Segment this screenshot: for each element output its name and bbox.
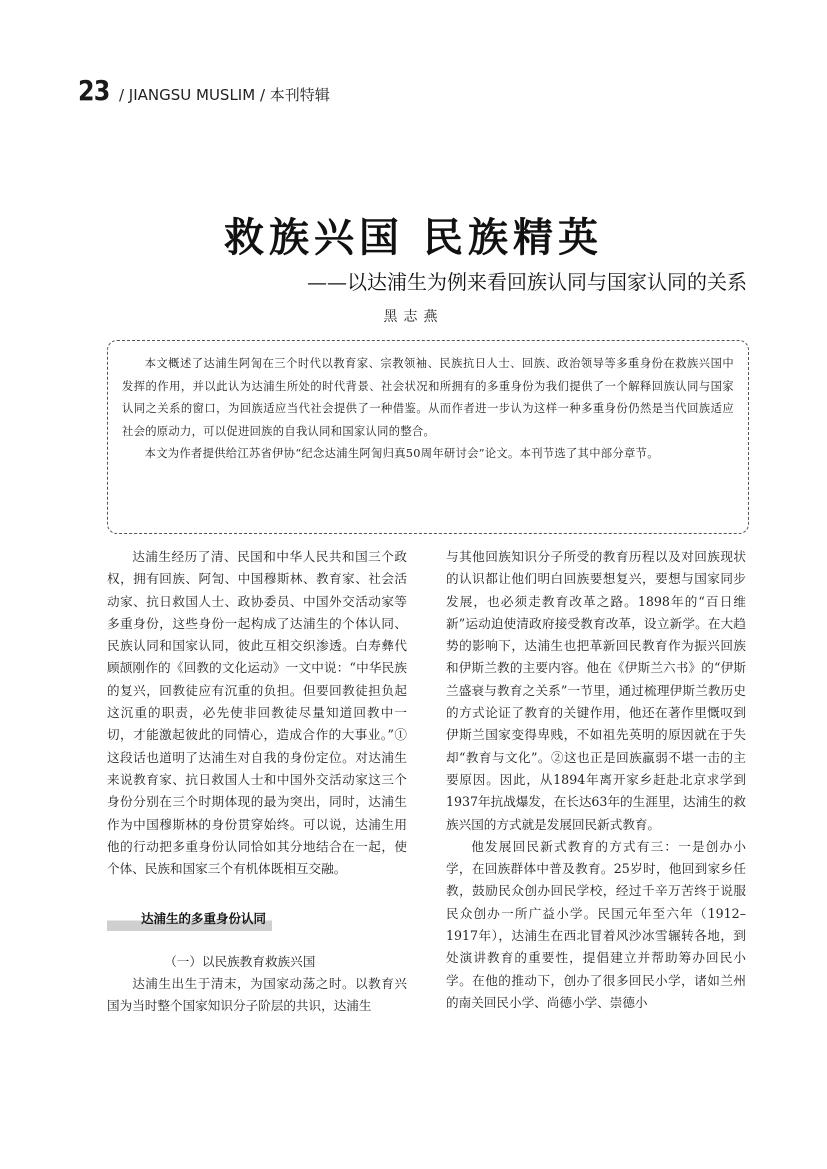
article-title: 救族兴国 民族精英 xyxy=(224,215,603,261)
left-column xyxy=(107,546,407,1018)
section-heading xyxy=(107,908,407,930)
body-paragraph: 他发展回民新式教育的方式有三：一是创办小学，在回族群体中普及教育。25岁时，他回到家乡任教，鼓励民众创办回民学校，经过千辛万苦终于说服民众创办一所广益小学。民国元年至六年（1912–1917年），达浦生在西北冒着风沙冰雪辗转各地，到处演讲教育的重要性，提倡建立并帮助筹办回民小学。在他的推动下，创办了很多回民小学，诸如兰州的南关回民小学、尚德小学、崇德小 xyxy=(446,838,746,1010)
running-header xyxy=(78,74,330,108)
subsection-heading: （一）以民族教育救族兴国 xyxy=(164,953,316,969)
right-column xyxy=(446,546,746,1014)
body-paragraph: 达浦生经历了清、民国和中华人民共和国三个政权，拥有回族、阿訇、中国穆斯林、教育家、社会活动家、抗日救国人士、政协委员、中国外交活动家等多重身份，这些身份一起构成了达浦生的个体认同、民族认同和国家认同，彼此互相交织渗透。白寿彝代顾颉刚作的《回教的文化运动》一文中说：“中华民族的复兴，回教徒应有沉重的负担。但要回教徒担负起这沉重的职责，必先使非回教徒尽量知道回教中一切，才能激起彼此的同情心，造成合作的大事业。”①这段话也道明了达浦生对自我的身份定位。对达浦生来说教育家、抗日救国人士和中国外交活动家这三个身份分别在三个时期体现的最为突出，同时，达浦生作为中国穆斯林的身份贯穿始终。可以说，达浦生用他的行动把多重身份认同恰如其分地结合在一起，使个体、民族和国家三个有机体既相互交融。 xyxy=(107,549,407,877)
body-paragraph: 达浦生出生于清末，为国家动荡之时。以教育兴国为当时整个国家知识分子阶层的共识，达浦生 xyxy=(107,976,407,1014)
body-paragraph: 与其他回族知识分子所受的教育历程以及对回族现状的认识都让他们明白回族要想复兴，要想与国家同步发展，也必须走教育改革之路。1898年的“百日维新”运动迫使清政府接受教育改革，设立新学。在大趋势的影响下，达浦生也把革新回民教育作为振兴回族和伊斯兰教的主要内容。他在《伊斯兰六书》的“伊斯兰盛衰与教育之关系”一节里，通过梳理伊斯兰教历史的方式论证了教育的关键作用，他还在著作里慨叹到伊斯兰国家变得卑贱，不如祖先英明的原因就在于失却“教育与文化”。②这也正是回族羸弱不堪一击的主要原因。因此，从1894年离开家乡赶赴北京求学到1937年抗战爆发，在长达63年的生涯里，达浦生的救族兴国的方式就是发展回民新式教育。 xyxy=(446,549,746,832)
abstract-note: 本文为作者提供给江苏省伊协“纪念达浦生阿訇归真50周年研讨会”论文。本刊节选了其中部分章节。 xyxy=(144,447,659,460)
section-heading-text: 达浦生的多重身份认同 xyxy=(107,908,272,930)
abstract-paragraph: 本文概述了达浦生阿訇在三个时代以教育家、宗教领袖、民族抗日人士、回族、政治领导等多重身份在救族兴国中发挥的作用，并以此认为达浦生所处的时代背景、社会状况和所拥有的多重身份为我们提供了一个解释回族认同与国家认同之关系的窗口，为回族适应当代社会提供了一种借鉴。从而作者进一步认为这样一种多重身份仍然是当代回族适应社会的原动力，可以促进回族的自我认同和国家认同的整合。 xyxy=(122,357,734,438)
article-subtitle: ——以达浦生为例来看回族认同与国家认同的关系 xyxy=(307,270,747,294)
abstract-box xyxy=(107,340,749,534)
article-author: 黑志燕 xyxy=(383,309,444,325)
journal-name: / JIANGSU MUSLIM / 本刊特辑 xyxy=(118,86,330,104)
page-number: 23 xyxy=(78,74,110,107)
